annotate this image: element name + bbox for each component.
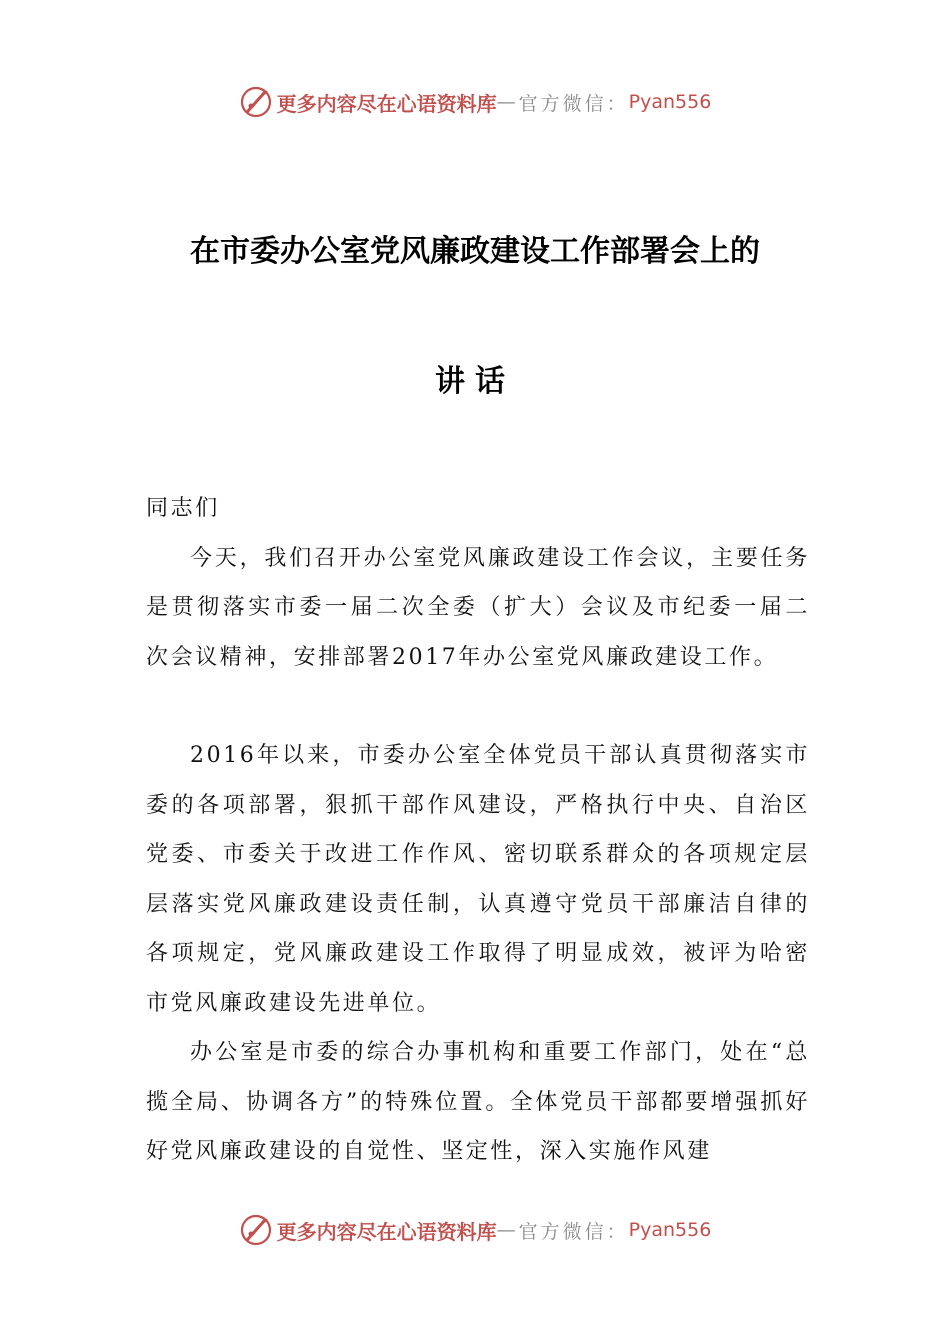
banner-dash: — — [496, 1219, 519, 1241]
salutation: 同志们 — [146, 496, 220, 521]
paragraph-spacer — [146, 682, 810, 731]
header-banner — [0, 82, 950, 122]
quill-logo-icon — [239, 1213, 273, 1247]
banner-slogan: 更多内容尽在心语资料库 — [276, 1219, 497, 1244]
banner-slogan: 更多内容尽在心语资料库 — [276, 91, 497, 116]
paragraph: 办公室是市委的综合办事机构和重要工作部门，处在“总揽全局、协调各方”的特殊位置。全体党员干部都要增强抓好好党风廉政建设的自觉性、坚定性，深入实施作风建 — [146, 1040, 810, 1164]
quill-logo-icon — [239, 85, 273, 119]
banner-wechat-id: Pyan556 — [628, 1219, 712, 1241]
banner-dash: — — [496, 91, 519, 113]
paragraph: 2016年以来，市委办公室全体党员干部认真贯彻落实市委的各项部署，狠抓干部作风建设，严格执行中央、自治区党委、市委关于改进工作作风、密切联系群众的各项规定层层落实党风廉政建设责任制，认真遵守党员干部廉洁自律的各项规定，党风廉政建设工作取得了明显成效，被评为哈密市党风廉政建设先进单位。 — [146, 743, 810, 1016]
paragraph: 今天，我们召开办公室党风廉政建设工作会议，主要任务是贯彻落实市委一届二次全委（扩大）会议及市纪委一届二次会议精神，安排部署2017年办公室党风廉政建设工作。 — [146, 545, 810, 670]
document-title-line1: 在市委办公室党风廉政建设工作部署会上的 — [190, 234, 760, 269]
banner-wechat-label: 官方微信： — [518, 1220, 629, 1243]
banner-wechat-id: Pyan556 — [628, 91, 712, 113]
document-title-line2: 讲话 — [435, 364, 515, 399]
document-body — [146, 484, 810, 1177]
banner-wechat-label: 官方微信： — [518, 92, 629, 115]
footer-banner — [0, 1210, 950, 1250]
